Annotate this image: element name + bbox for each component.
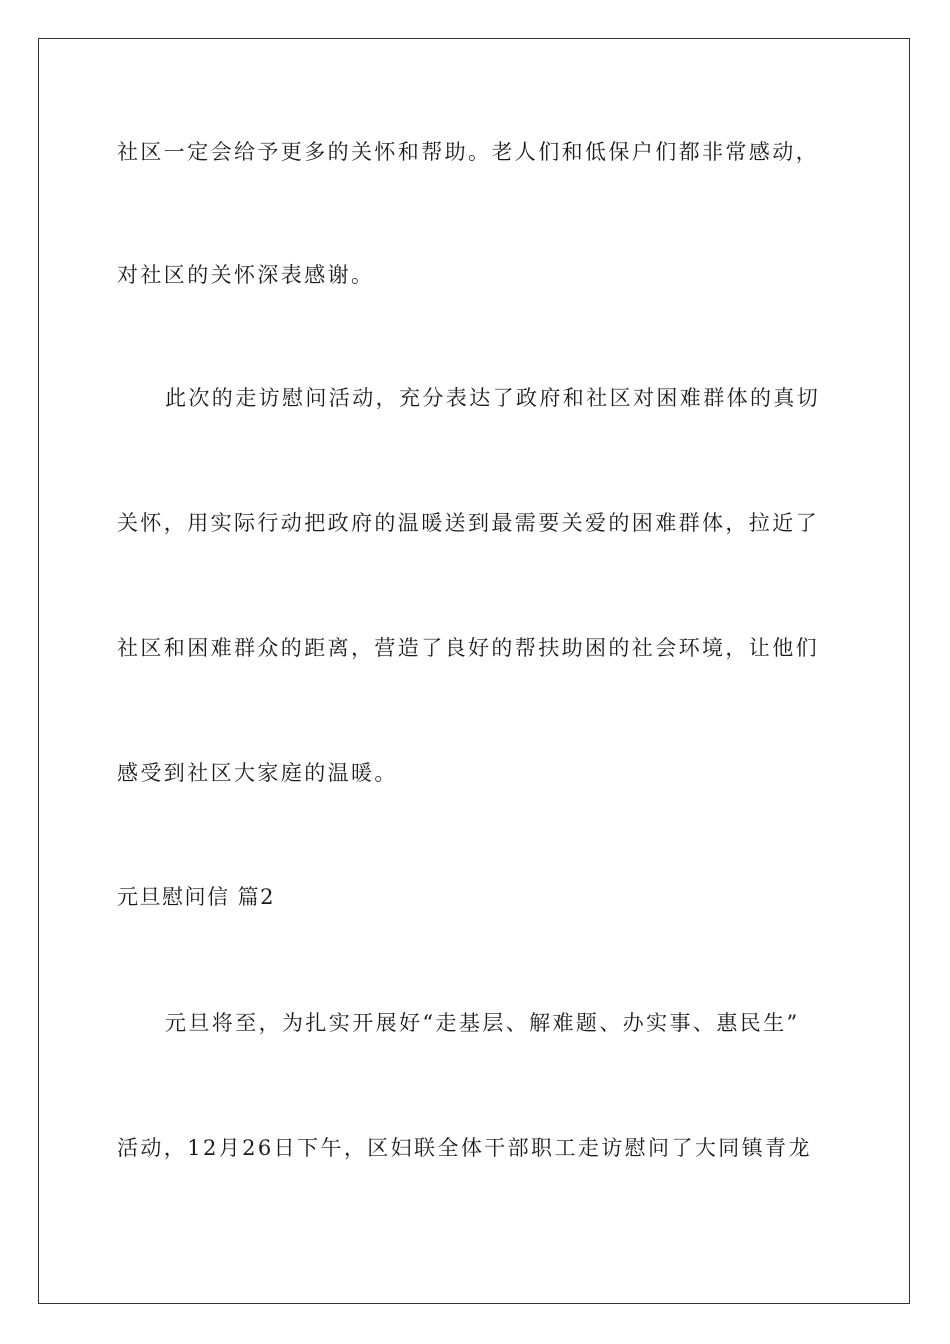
paragraph-line: 元旦将至，为扎实开展好“走基层、解难题、办实事、惠民生”: [165, 1011, 800, 1035]
paragraph-line: 社区一定会给予更多的关怀和帮助。老人们和低保户们都非常感动，: [117, 140, 819, 164]
paragraph-line: 对社区的关怀深表感谢。: [117, 263, 375, 287]
paragraph-line: 社区和困难群众的距离，营造了良好的帮扶助困的社会环境，让他们: [117, 636, 819, 660]
paragraph-line: 此次的走访慰问活动，充分表达了政府和社区对困难群体的真切: [165, 386, 821, 410]
page-border: [38, 38, 910, 1304]
paragraph-line: 关怀，用实际行动把政府的温暖送到最需要关爱的困难群体，拉近了: [117, 511, 819, 535]
paragraph-line: 活动，12月26日下午，区妇联全体干部职工走访慰问了大同镇青龙: [117, 1136, 812, 1160]
paragraph-line: 感受到社区大家庭的温暖。: [117, 761, 398, 785]
section-heading: 元旦慰问信 篇2: [117, 885, 276, 909]
